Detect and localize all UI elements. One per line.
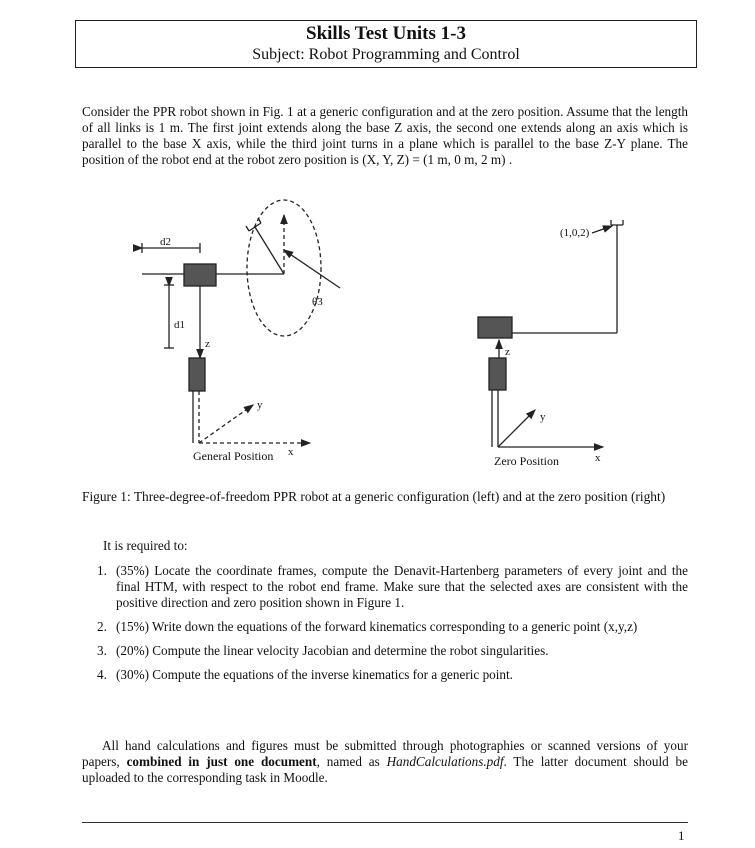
text: . The latter document should be uploaded to the corresponding task in Moodle. bbox=[82, 754, 688, 785]
filename: HandCalculations.pdf bbox=[386, 754, 504, 769]
zero-position-diagram bbox=[478, 220, 623, 447]
text: All hand calculations and figures must be submitted through photographies or scanned versions of your papers, bbox=[82, 738, 688, 769]
d2-label: d2 bbox=[160, 236, 171, 248]
submission-paragraph bbox=[82, 738, 688, 786]
list-item bbox=[82, 667, 688, 683]
list-item bbox=[82, 643, 688, 659]
page-subtitle: Subject: Robot Programming and Control bbox=[252, 46, 520, 63]
page-number: 1 bbox=[678, 828, 685, 843]
item-text: (35%) Locate the coordinate frames, compute the Denavit-Hartenberg parameters of every joint and the final HTM, with respect to the robot end frame. Make sure that the selected axes are consistent with the positive direction and zero position shown in Figure 1. bbox=[116, 563, 688, 610]
item-number: 1. bbox=[97, 563, 107, 578]
item-number: 4. bbox=[97, 667, 107, 682]
z-axis-label: z bbox=[205, 338, 210, 350]
required-heading: It is required to: bbox=[103, 538, 188, 553]
item-number: 2. bbox=[97, 619, 107, 634]
item-number: 3. bbox=[97, 643, 107, 658]
y-axis-label: y bbox=[540, 411, 546, 423]
text: , named as bbox=[316, 754, 387, 769]
bold-text: combined in just one document bbox=[126, 754, 317, 769]
zero-position-label: Zero Position bbox=[494, 454, 559, 468]
y-axis-label: y bbox=[257, 399, 263, 411]
d1-label: d1 bbox=[174, 319, 185, 331]
list-item bbox=[82, 563, 688, 611]
item-text: (30%) Compute the equations of the inverse kinematics for a generic point. bbox=[116, 667, 513, 682]
z-axis-label: z bbox=[505, 346, 510, 358]
x-axis-label: x bbox=[288, 446, 294, 458]
x-axis-label: x bbox=[595, 452, 601, 464]
intro-paragraph: Consider the PPR robot shown in Fig. 1 at a generic configuration and at the zero position. Assume that the length of all links is 1 m. The first joint extends along the base Z axis, the second one extends along an axis which is parallel to the base X axis, while the third joint turns in a plane which is parallel to the base Z-Y plane. The position of the robot end at the robot zero position is (X, Y, Z) = (1 m, 0 m, 2 m) . bbox=[82, 104, 688, 167]
footer-rule bbox=[82, 822, 688, 823]
figure-caption: Figure 1: Three-degree-of-freedom PPR robot at a generic configuration (left) and at the zero position (right) bbox=[82, 489, 666, 504]
task-list bbox=[82, 563, 688, 691]
general-position-diagram bbox=[142, 200, 340, 443]
end-point-label: (1,0,2) bbox=[560, 227, 590, 239]
item-text: (15%) Write down the equations of the forward kinematics corresponding to a generic point (x,y,z) bbox=[116, 619, 638, 634]
item-text: (20%) Compute the linear velocity Jacobian and determine the robot singularities. bbox=[116, 643, 549, 658]
general-position-label: General Position bbox=[193, 449, 274, 463]
list-item bbox=[82, 619, 688, 635]
page-title: Skills Test Units 1-3 bbox=[306, 23, 466, 44]
theta3-label: θ3 bbox=[312, 296, 323, 308]
